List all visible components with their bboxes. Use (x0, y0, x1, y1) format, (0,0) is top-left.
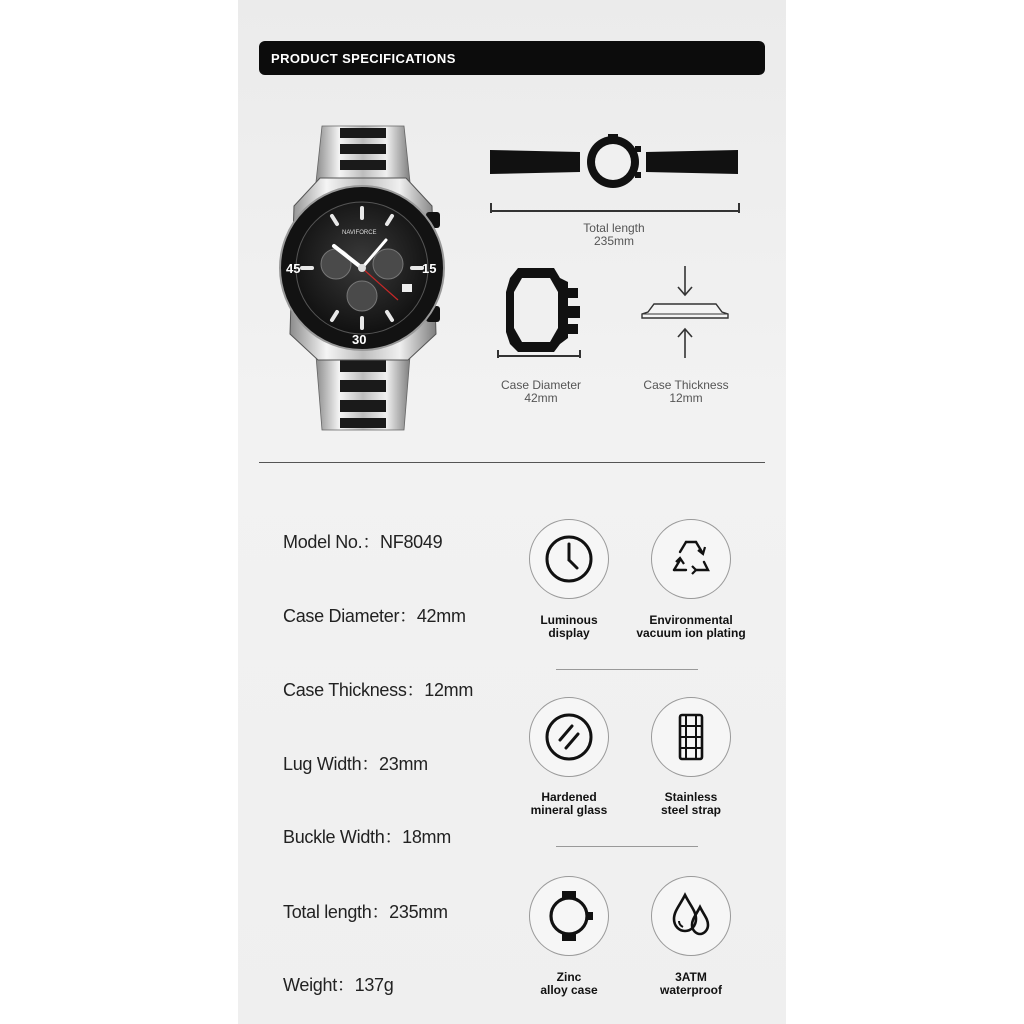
case-thickness-value: 12mm (669, 391, 703, 405)
spec-buckle-width: Buckle Width：18mm (283, 827, 451, 847)
environmental-feature-circle (651, 519, 731, 599)
strap-icon (652, 698, 730, 776)
feature-separator (556, 846, 698, 847)
strap-feature-circle (651, 697, 731, 777)
clock-icon (530, 520, 608, 598)
spec-panel (238, 0, 786, 1024)
spec-model: Model No.：NF8049 (283, 532, 443, 552)
luminous-feature-label: Luminous display (540, 613, 598, 640)
glass-feature-label: Hardened mineral glass (530, 790, 608, 817)
section-divider (259, 462, 765, 463)
spec-lug-width: Lug Width：23mm (283, 754, 428, 774)
spec-case-thickness: Case Thickness：12mm (283, 680, 474, 700)
total-length-value: 235mm (593, 234, 634, 248)
spec-weight: Weight：137g (283, 975, 394, 995)
strap-diagram (488, 132, 740, 192)
total-length-dimension-line (490, 200, 740, 216)
header-bar (259, 41, 765, 75)
waterproof-feature-circle (651, 876, 731, 956)
total-length-label: Total length (583, 221, 645, 235)
recycle-icon (652, 520, 730, 598)
case-thickness-caption (626, 379, 746, 405)
glass-feature-circle (529, 697, 609, 777)
case-diameter-caption (481, 379, 601, 405)
waterproof-feature-label: 3ATM waterproof (659, 970, 722, 997)
bezel-number-30: 30 (352, 332, 367, 347)
case-thickness-label: Case Thickness (643, 378, 729, 392)
luminous-feature-circle (529, 519, 609, 599)
water-drops-icon (652, 877, 730, 955)
glass-icon (530, 698, 608, 776)
spec-total-length: Total length：235mm (283, 902, 448, 922)
watch-case-icon (530, 877, 608, 955)
total-length-caption (554, 222, 674, 248)
case-diameter-value: 42mm (524, 391, 558, 405)
case-thickness-diagram (638, 264, 738, 364)
strap-feature-label: Stainless steel strap (660, 790, 722, 817)
spec-case-diameter: Case Diameter：42mm (283, 606, 466, 626)
case-feature-circle (529, 876, 609, 956)
page-title: PRODUCT SPECIFICATIONS (271, 51, 456, 66)
watch-brand-text: NAVIFORCE (342, 230, 377, 236)
environmental-feature-label: Environmental vacuum ion plating (636, 613, 746, 640)
watch-image (274, 122, 458, 434)
case-diameter-label: Case Diameter (500, 378, 582, 392)
case-diameter-diagram (496, 264, 586, 360)
bezel-number-45: 45 (286, 261, 301, 276)
case-feature-label: Zinc alloy case (540, 970, 598, 997)
bezel-number-15: 15 (422, 261, 437, 276)
feature-separator (556, 669, 698, 670)
